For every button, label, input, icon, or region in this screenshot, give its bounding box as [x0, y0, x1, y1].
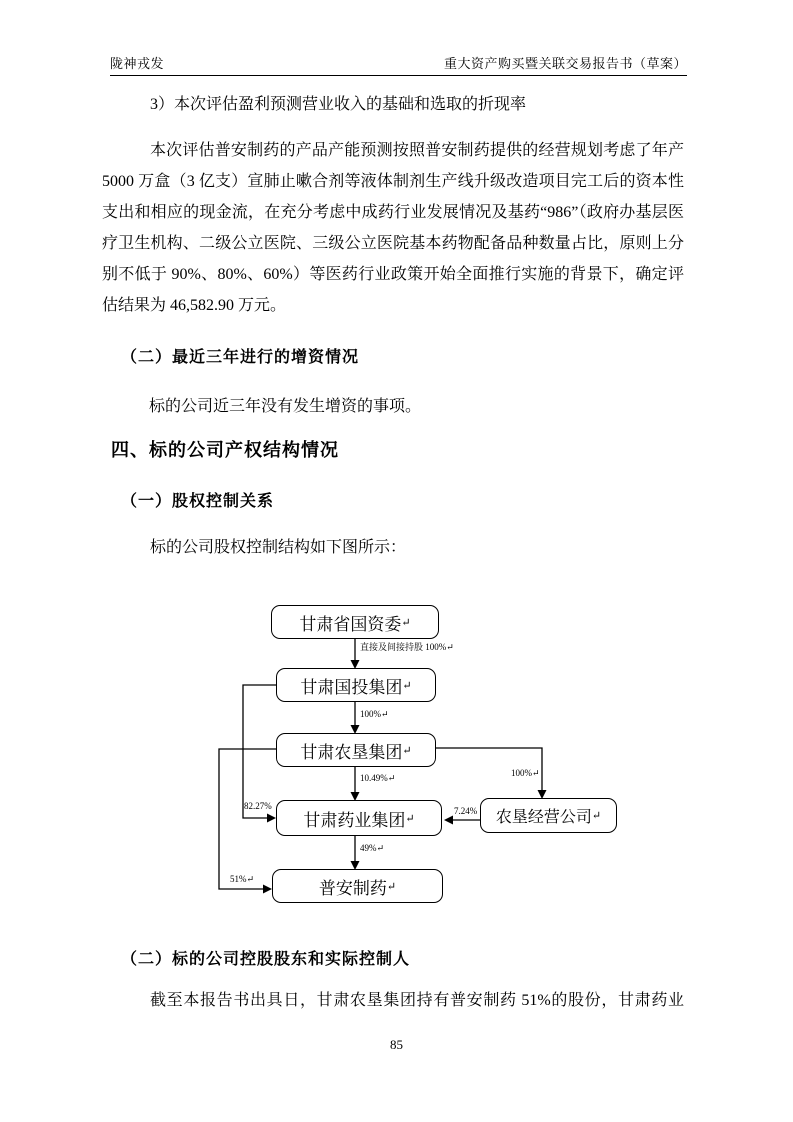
return-mark: ↵: [402, 744, 412, 757]
header-rule: [110, 75, 687, 76]
edge-label-100-nkjy: 100%↵: [511, 768, 540, 778]
edge-label-100-gtjt: 100%↵: [360, 709, 389, 719]
equity-structure-diagram: [0, 590, 793, 920]
valuation-paragraph: 本次评估普安制药的产品产能预测按照普安制药提供的经营规划考虑了年产 5000 万盒（3 亿支）宣肺止嗽合剂等液体制剂生产线升级改造项目完工后的资本性支出和相应的现金流，在充分考虑中成药行业发展情况及基药“986”（政府办基层医疗卫生机构、二级公立医院、三级公立医院基本药物配备品种数量占比，原则上分别不低于 90%、80%、60%）等医药行业政策开始全面推行实施的背景下，确定评估结果为 46,582.90 万元。: [102, 142, 684, 314]
header-left-title: 陇神戎发: [110, 56, 165, 71]
return-mark: ↵: [386, 880, 397, 893]
edge-label-10-49: 10.49%↵: [360, 773, 396, 783]
arrowhead-right-2: [263, 885, 272, 894]
return-mark: ↵: [402, 679, 412, 692]
edge-label-49: 49%↵: [360, 843, 385, 853]
diagram-node-gansu-nongken-group: 甘肃农垦集团 ↵: [276, 733, 436, 767]
arrowhead-left-1: [444, 816, 453, 825]
header-right-title: 重大资产购买暨关联交易报告书（草案）: [443, 56, 687, 71]
diagram-node-nongken-jingying-company: 农垦经营公司 ↵: [480, 798, 617, 833]
heading-capital-increase: （二）最近三年进行的增资情况: [121, 349, 360, 366]
diagram-node-gansu-pharma-group: 甘肃药业集团 ↵: [276, 800, 442, 836]
page-number: 85: [390, 1037, 403, 1052]
paragraph-capital-increase: 标的公司近三年没有发生增资的事项。: [149, 398, 422, 415]
edge-line-gtjt-yyjt: [243, 685, 276, 818]
discount-rate-item: 3）本次评估盈利预测营业收入的基础和选取的折现率: [150, 96, 527, 113]
heading-ownership-structure: 四、标的公司产权结构情况: [111, 440, 339, 460]
paragraph-controlling-shareholder: 截至本报告书出具日，甘肃农垦集团持有普安制药 51%的股份，甘肃药业: [150, 992, 684, 1009]
edge-label-direct-indirect-100: 直接及间接持股 100%↵: [360, 642, 454, 652]
edge-label-7-24: 7.24%: [454, 806, 478, 816]
return-mark: ↵: [405, 812, 415, 825]
edge-label-82-27: 82.27%: [244, 801, 272, 811]
return-mark: ↵: [591, 810, 602, 822]
heading-controlling-shareholder: （二）标的公司控股股东和实际控制人: [121, 951, 411, 968]
return-mark: ↵: [401, 616, 411, 629]
diagram-node-gansu-guotou-group: 甘肃国投集团 ↵: [276, 668, 436, 702]
diagram-node-puan-pharma: 普安制药 ↵: [272, 869, 443, 903]
edge-label-51: 51%↵: [230, 874, 255, 884]
paragraph-equity-control: 标的公司股权控制结构如下图所示：: [150, 539, 407, 556]
arrowhead-right-1: [267, 814, 276, 823]
diagram-node-gansu-sasac: 甘肃省国资委 ↵: [271, 605, 439, 639]
heading-equity-control: （一）股权控制关系: [121, 493, 275, 510]
